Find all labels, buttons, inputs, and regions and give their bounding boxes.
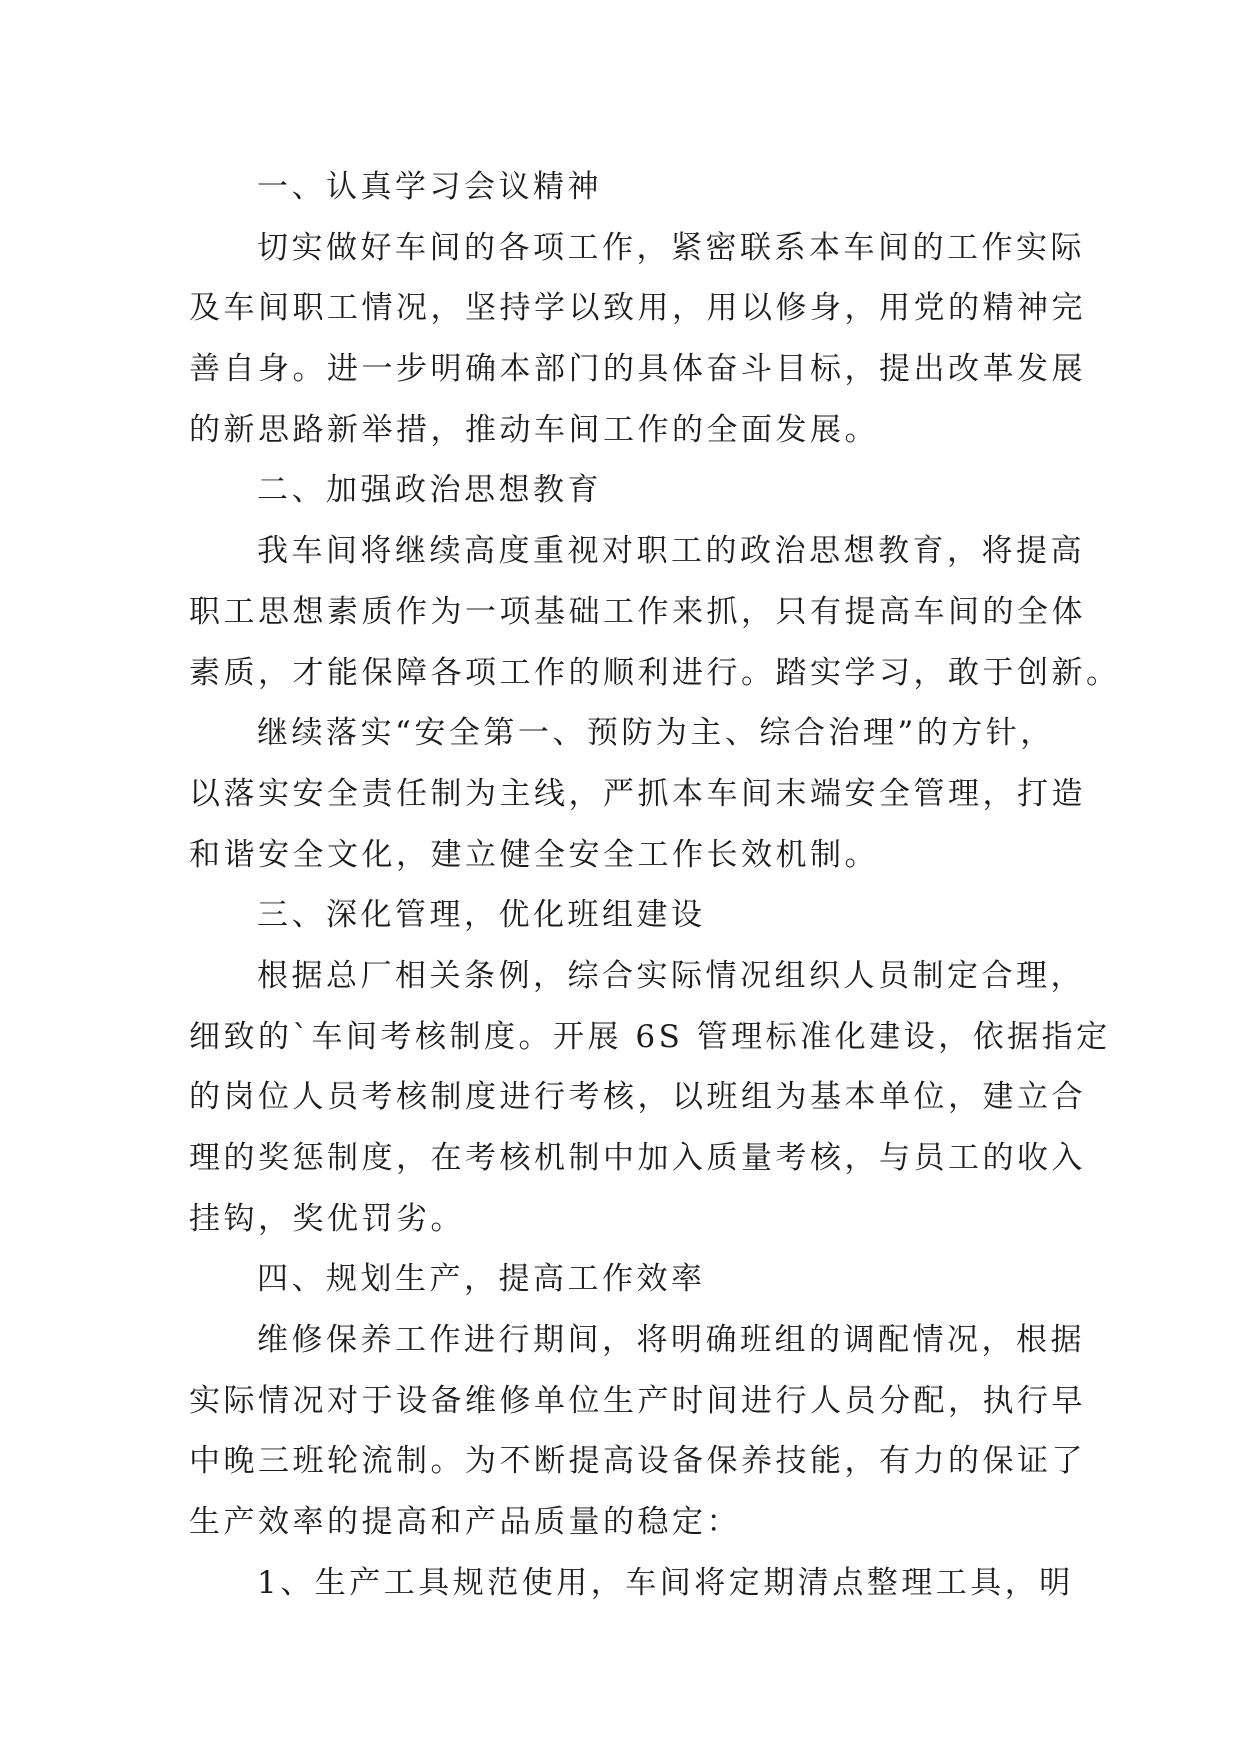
text-line: 职工思想素质作为一项基础工作来抓，只有提高车间的全体 [189, 593, 1086, 630]
text-line: 的新思路新举措，推动车间工作的全面发展。 [189, 411, 879, 448]
text-line: 善自身。进一步明确本部门的具体奋斗目标，提出改革发展 [189, 351, 1086, 388]
text-line: 挂钩，奖优罚劣。 [189, 1200, 465, 1237]
text-line: 继续落实“安全第一、预防为主、综合治理”的方针， [257, 715, 1055, 752]
text-line: 维修保养工作进行期间，将明确班组的调配情况，根据 [257, 1322, 1085, 1359]
text-line: 二、加强政治思想教育 [257, 472, 602, 509]
text-line: 细致的`车间考核制度。开展 6S 管理标准化建设，依据指定 [189, 1018, 1111, 1055]
text-line: 四、规划生产，提高工作效率 [257, 1261, 706, 1298]
text-line: 根据总厂相关条例，综合实际情况组织人员制定合理， [257, 957, 1085, 994]
text-line: 素质，才能保障各项工作的顺利进行。踏实学习，敢于创新。 [189, 654, 1121, 691]
text-line: 我车间将继续高度重视对职工的政治思想教育，将提高 [257, 533, 1085, 570]
text-line: 和谐安全文化，建立健全安全工作长效机制。 [189, 836, 879, 873]
text-line: 及车间职工情况，坚持学以致用，用以修身，用党的精神完 [189, 290, 1086, 327]
text-line: 的岗位人员考核制度进行考核，以班组为基本单位，建立合 [189, 1079, 1086, 1116]
text-line: 理的奖惩制度，在考核机制中加入质量考核，与员工的收入 [189, 1140, 1086, 1176]
text-line: 中晚三班轮流制。为不断提高设备保养技能，有力的保证了 [189, 1443, 1086, 1480]
text-line: 一、认真学习会议精神 [257, 169, 602, 205]
text-line: 三、深化管理，优化班组建设 [257, 897, 706, 934]
text-line: 生产效率的提高和产品质量的稳定： [189, 1504, 741, 1541]
text-line: 1、生产工具规范使用，车间将定期清点整理工具，明 [257, 1564, 1074, 1601]
text-line: 实际情况对于设备维修单位生产时间进行人员分配，执行早 [189, 1382, 1086, 1419]
text-line: 以落实安全责任制为主线，严抓本车间末端安全管理，打造 [189, 775, 1086, 812]
document-body [189, 157, 1121, 1614]
text-line: 切实做好车间的各项工作，紧密联系本车间的工作实际 [257, 229, 1085, 266]
